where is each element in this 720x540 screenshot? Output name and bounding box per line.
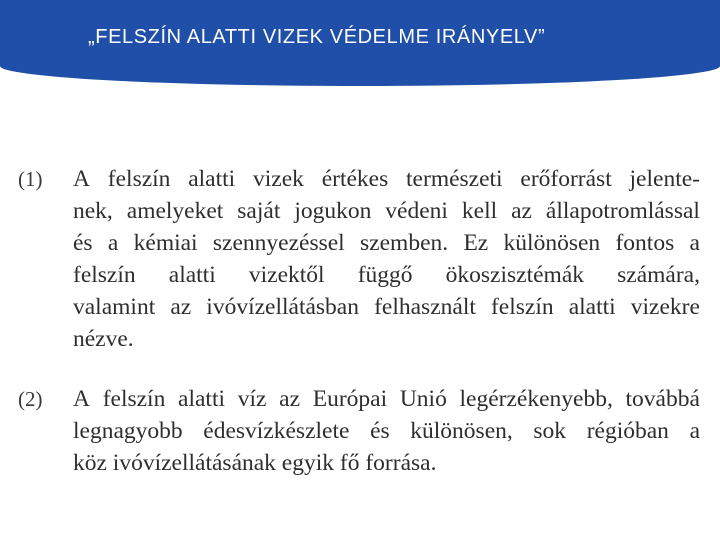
text-line [73, 259, 700, 291]
word: fontos [615, 230, 675, 256]
word: jelente- [629, 166, 700, 192]
paragraph-text [73, 163, 700, 355]
text-line: köz ivóvízellátásának egyik fő forrása. [73, 450, 437, 476]
word: függő [357, 262, 413, 288]
word: állapotromlással [545, 198, 700, 224]
text-line: nézve. [73, 326, 134, 352]
word: erőforrást [520, 166, 612, 192]
legal-text [18, 163, 700, 479]
text-line [73, 163, 700, 195]
word: vizekre [630, 294, 700, 320]
page-title: „FELSZÍN ALATTI VIZEK VÉDELME IRÁNYELV” [88, 26, 546, 48]
word: Unió [399, 386, 447, 412]
word: a [107, 230, 119, 256]
word: legérzékenyebb, [459, 386, 613, 412]
word: A [73, 386, 90, 412]
word: felhasznált [374, 294, 476, 320]
word: nek, [73, 198, 113, 224]
word: A [73, 166, 90, 192]
word: különösen, [410, 418, 513, 444]
word: és [73, 230, 93, 256]
paragraph-2 [18, 383, 700, 479]
word: és [370, 418, 390, 444]
word: a [689, 230, 700, 256]
word: alatti [168, 262, 216, 288]
word: saját [237, 198, 281, 224]
word: az [279, 386, 301, 412]
word: vizektől [248, 262, 325, 288]
word: természeti [406, 166, 503, 192]
word: továbbá [625, 386, 700, 412]
word: védeni [385, 198, 448, 224]
paragraph-number: (2) [18, 387, 43, 411]
word: vizek [253, 166, 304, 192]
word: felszín [73, 262, 136, 288]
paragraph-number: (1) [18, 167, 43, 191]
word: szennyezéssel [212, 230, 345, 256]
paragraph-1 [18, 163, 700, 355]
paragraph-text [73, 383, 700, 479]
word: legnagyobb [73, 418, 183, 444]
word: Európai [312, 386, 388, 412]
word: felszín [490, 294, 554, 320]
word: az [511, 198, 532, 224]
word: sok [533, 418, 567, 444]
word: édesvízkészlete [203, 418, 350, 444]
word: felszín [102, 386, 166, 412]
word: az [170, 294, 192, 320]
word: ivóvízellátásban [206, 294, 359, 320]
text-line [73, 415, 700, 447]
text-line [73, 383, 700, 415]
word: felszín [107, 166, 171, 192]
text-line [73, 227, 700, 259]
word: alatti [568, 294, 616, 320]
word: Ez [463, 230, 489, 256]
word: amelyeket [126, 198, 224, 224]
word: alatti [188, 166, 236, 192]
word: valamint [73, 294, 156, 320]
word: víz [237, 386, 267, 412]
text-line [73, 291, 700, 323]
word: ökoszisztémák [445, 262, 585, 288]
word: jogukon [294, 198, 372, 224]
word: értékes [321, 166, 389, 192]
word: a [689, 418, 700, 444]
word: kémiai [133, 230, 198, 256]
word: számára, [617, 262, 700, 288]
word: kell [461, 198, 498, 224]
text-line [73, 195, 700, 227]
word: különösen [503, 230, 601, 256]
title-banner [0, 0, 720, 86]
word: alatti [178, 386, 226, 412]
word: szemben. [360, 230, 449, 256]
word: régióban [586, 418, 669, 444]
